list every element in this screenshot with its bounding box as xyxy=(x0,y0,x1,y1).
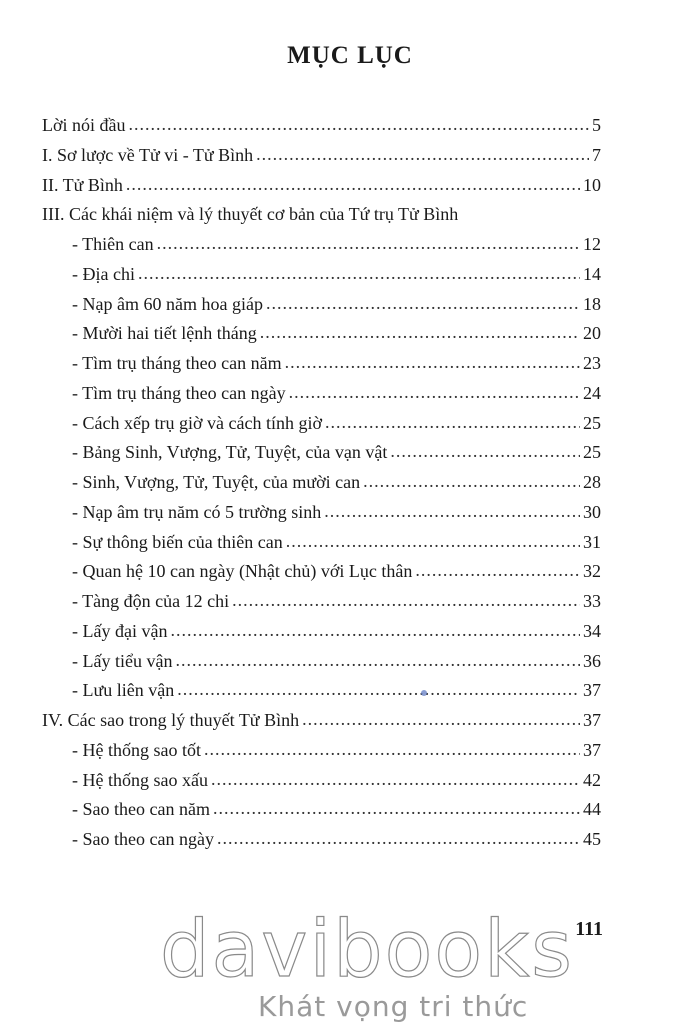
toc-entry-page: 36 xyxy=(583,650,601,671)
toc-entry-page: 24 xyxy=(583,382,601,403)
toc-subentry xyxy=(42,736,601,766)
toc-entry-page: 37 xyxy=(583,680,601,701)
toc-entry-label: - Hệ thống sao tốt xyxy=(72,739,201,760)
leader-dots xyxy=(289,378,580,408)
toc-entry-page: 5 xyxy=(592,115,601,135)
toc-entry-label: - Bảng Sinh, Vượng, Tử, Tuyệt, của vạn vật xyxy=(72,442,388,463)
table-of-contents xyxy=(42,111,601,855)
toc-entry-label: - Sự thông biến của thiên can xyxy=(72,531,283,552)
toc-entry-label: - Sao theo can năm xyxy=(72,799,210,820)
toc-entry-page: 45 xyxy=(583,829,601,849)
leader-dots xyxy=(170,616,580,646)
toc-entry-label: - Lấy đại vận xyxy=(72,620,168,641)
toc-entry-label: - Địa chi xyxy=(72,263,135,284)
watermark-tagline: Khát vọng tri thức xyxy=(258,990,529,1023)
leader-dots xyxy=(211,765,580,795)
toc-subentry xyxy=(42,647,601,677)
toc-subentry xyxy=(42,409,601,439)
leader-dots xyxy=(177,675,580,705)
leader-dots xyxy=(138,259,580,289)
toc-entry-page: 34 xyxy=(583,620,601,641)
toc-entry-label: - Hệ thống sao xấu xyxy=(72,769,208,790)
leader-dots xyxy=(175,646,580,676)
toc-entry xyxy=(42,141,601,171)
toc-entry-label: III. Các khái niệm và lý thuyết cơ bản của Tứ trụ Tử Bình xyxy=(42,204,459,225)
toc-entry-page: 42 xyxy=(583,769,601,790)
leader-dots xyxy=(217,824,580,854)
leader-dots xyxy=(324,497,580,527)
toc-entry-page: 28 xyxy=(583,472,601,492)
toc-subentry xyxy=(42,438,601,468)
ink-speck xyxy=(421,690,427,696)
toc-entry-page: 20 xyxy=(583,323,601,344)
toc-entry xyxy=(42,171,601,201)
toc-entry-label: - Sinh, Vượng, Tử, Tuyệt, của mười can xyxy=(72,472,361,492)
toc-entry-label: - Nạp âm 60 năm hoa giáp xyxy=(72,293,263,314)
toc-subentry xyxy=(42,676,601,706)
leader-dots xyxy=(363,467,580,497)
toc-entry-label: - Lấy tiểu vận xyxy=(72,650,173,671)
toc-subentry xyxy=(42,349,601,379)
toc-subentry xyxy=(42,290,601,320)
toc-entry-page: 25 xyxy=(583,412,601,433)
toc-subentry xyxy=(42,319,601,349)
toc-subentry xyxy=(42,379,601,409)
toc-entry-label: I. Sơ lược về Tử vi - Tử Bình xyxy=(42,144,254,165)
toc-subentry xyxy=(42,468,601,498)
leader-dots xyxy=(302,705,580,735)
toc-subentry xyxy=(42,557,601,587)
toc-entry-label: - Thiên can xyxy=(72,234,154,254)
toc-entry-page: 25 xyxy=(583,442,601,463)
toc-subentry xyxy=(42,795,601,825)
leader-dots xyxy=(256,140,589,170)
toc-entry-label: II. Tử Bình xyxy=(42,174,123,195)
page-number: 111 xyxy=(575,918,603,940)
toc-section-heading xyxy=(42,200,601,230)
toc-subentry xyxy=(42,230,601,260)
watermark-brand: davibooks xyxy=(160,905,574,995)
toc-entry-label: - Nạp âm trụ năm có 5 trường sinh xyxy=(72,501,322,522)
leader-dots xyxy=(232,586,580,616)
toc-entry-page: 37 xyxy=(583,710,601,730)
toc-entry-label: - Tìm trụ tháng theo can ngày xyxy=(72,382,286,403)
page-title: MỤC LỤC xyxy=(287,42,413,69)
toc-entry-label: - Cách xếp trụ giờ và cách tính giờ xyxy=(72,412,322,433)
toc-entry-page: 31 xyxy=(583,531,601,552)
toc-entry xyxy=(42,111,601,141)
toc-subentry xyxy=(42,617,601,647)
leader-dots xyxy=(285,348,580,378)
toc-subentry xyxy=(42,766,601,796)
leader-dots xyxy=(415,556,580,586)
toc-subentry xyxy=(42,528,601,558)
toc-entry-page: 12 xyxy=(583,234,601,254)
toc-entry-page: 30 xyxy=(583,501,601,522)
leader-dots xyxy=(126,170,580,200)
toc-entry-page: 44 xyxy=(583,799,601,820)
leader-dots xyxy=(286,527,580,557)
toc-entry-label: - Tìm trụ tháng theo can năm xyxy=(72,353,282,373)
toc-subentry xyxy=(42,498,601,528)
toc-subentry xyxy=(42,260,601,290)
toc-subentry xyxy=(42,825,601,855)
leader-dots xyxy=(204,735,580,765)
toc-entry-label: Lời nói đầu xyxy=(42,115,126,135)
leader-dots xyxy=(157,229,580,259)
leader-dots xyxy=(213,794,580,824)
leader-dots xyxy=(266,289,580,319)
toc-entry-page: 37 xyxy=(583,739,601,760)
toc-entry-page: 18 xyxy=(583,293,601,314)
toc-entry-label: IV. Các sao trong lý thuyết Tử Bình xyxy=(42,710,300,730)
toc-entry-page: 10 xyxy=(583,174,601,195)
toc-entry-page: 14 xyxy=(583,263,601,284)
toc-entry-page: 7 xyxy=(592,144,601,165)
toc-entry-page: 32 xyxy=(583,561,601,582)
toc-entry-page: 33 xyxy=(583,591,601,611)
leader-dots xyxy=(325,408,580,438)
leader-dots xyxy=(390,437,580,467)
toc-entry xyxy=(42,706,601,736)
toc-entry-label: - Quan hệ 10 can ngày (Nhật chủ) với Lục thân xyxy=(72,561,413,582)
toc-entry-label: - Mười hai tiết lệnh tháng xyxy=(72,323,257,344)
toc-entry-label: - Tàng độn của 12 chi xyxy=(72,591,230,611)
toc-entry-page: 23 xyxy=(583,353,601,373)
leader-dots xyxy=(260,318,580,348)
toc-subentry xyxy=(42,587,601,617)
leader-dots xyxy=(129,110,589,140)
toc-entry-label: - Lưu liên vận xyxy=(72,680,175,701)
toc-entry-label: - Sao theo can ngày xyxy=(72,829,214,849)
